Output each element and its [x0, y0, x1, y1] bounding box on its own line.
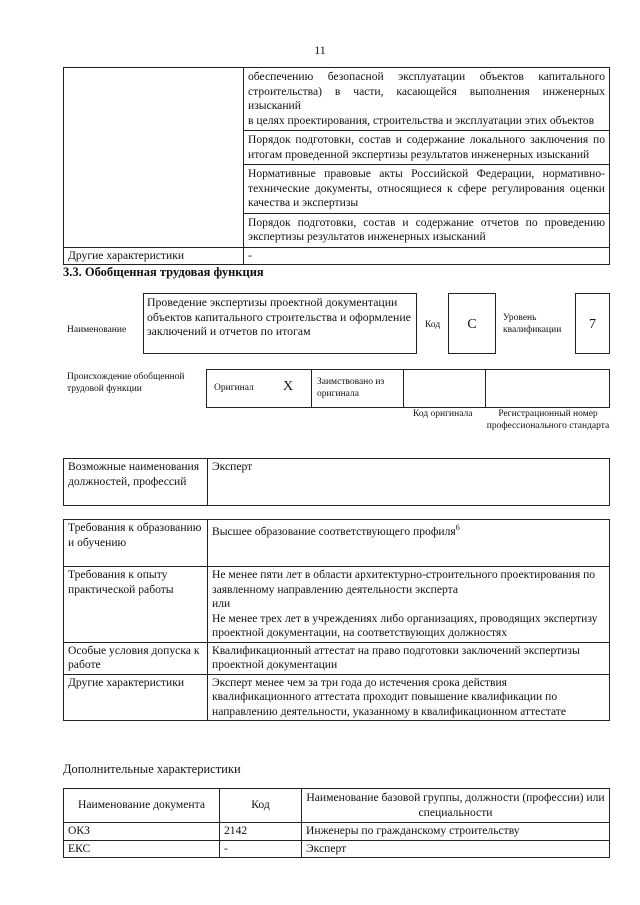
additional-table	[63, 788, 610, 858]
top-table-empty-cell	[64, 68, 244, 248]
special-value: Квалификационный аттестат на право подготовки заключений экспертизы проектной документации	[208, 642, 610, 674]
top-row-1-line-3: в целях проектирования, строительства и эксплуатации этих объектов	[248, 113, 595, 127]
top-row-2-line-2: итогам проведенной экспертизы результатов инженерных изысканий	[248, 147, 590, 161]
origin-box	[206, 369, 610, 408]
special-label: Особые условия допуска к работе	[64, 642, 208, 674]
table-row	[64, 823, 610, 841]
additional-header-code: Код	[220, 789, 302, 823]
additional-cell: Эксперт	[302, 840, 610, 858]
code-original-label: Код оригинала	[413, 409, 473, 419]
page-number: 11	[314, 43, 326, 57]
additional-cell: ЕКС	[64, 840, 220, 858]
experience-or: или	[212, 597, 231, 610]
experience-label: Требования к опыту практической работы	[64, 567, 208, 643]
borrowed-label: Заимствовано из оригинала	[317, 377, 385, 399]
experience-cell	[208, 567, 610, 643]
top-row-1-line-2: строительства) в части, касающейся выполнения инженерных изысканий	[248, 84, 605, 112]
level-label: Уровень квалификации	[503, 313, 562, 335]
top-other-value: -	[244, 247, 610, 265]
req-other-label: Другие характеристики	[64, 674, 208, 721]
req-other-value: Эксперт менее чем за три года до истечения срока действия квалификационного аттестата проходит повышение квалификации по направлению деятельности, указанному в квалификационном аттестате	[208, 674, 610, 721]
experience-value-2: Не менее трех лет в учреждениях либо организациях, проводящих экспертизу проектной документации, на соответствующих должностях	[212, 611, 598, 639]
additional-header-doc: Наименование документа	[64, 789, 220, 823]
function-name-value: Проведение экспертизы проектной документации объектов капитального строительства и оформление заключений и отчетов по итогам	[147, 295, 411, 338]
original-label: Оригинал	[214, 383, 254, 393]
positions-label: Возможные наименования должностей, профессий	[64, 459, 208, 506]
top-table-row	[244, 213, 610, 247]
education-cell	[208, 520, 610, 567]
function-name-label: Наименование	[67, 325, 127, 335]
additional-cell: ОКЗ	[64, 823, 220, 841]
top-table-row	[244, 131, 610, 165]
code-box	[448, 293, 496, 354]
additional-cell: Инженеры по гражданскому строительству	[302, 823, 610, 841]
education-value: Высшее образование соответствующего профиля	[212, 524, 456, 538]
top-row-3-line-1: Нормативные правовые акты Российской Федерации, нормативно-	[248, 167, 605, 180]
additional-title: Дополнительные характеристики	[63, 762, 241, 776]
code-label: Код	[425, 320, 441, 330]
positions-table	[63, 458, 610, 506]
original-mark: X	[283, 379, 294, 394]
top-row-1-line-1: обеспечению безопасной эксплуатации объектов капитального	[248, 70, 605, 83]
level-box	[575, 293, 610, 354]
education-label: Требования к образованию и обучению	[64, 520, 208, 567]
experience-value-1: Не менее пяти лет в области архитектурно-строительного проектирования по заявленному направлению деятельности эксперта	[212, 568, 596, 596]
top-row-3-line-3: качества и экспертизы	[248, 196, 359, 209]
education-footnote: 6	[455, 523, 460, 532]
top-table	[63, 67, 610, 265]
top-row-4-line-1: Порядок подготовки, состав и содержание отчетов по проведению	[248, 215, 605, 229]
level-value: 7	[589, 317, 596, 332]
function-name-box	[143, 293, 417, 354]
top-row-2-line-1: Порядок подготовки, состав и содержание локального заключения по	[248, 133, 605, 146]
top-table-row	[244, 68, 610, 131]
reg-number-label: Регистрационный номер профессионального стандарта	[486, 409, 610, 431]
section-title: 3.3. Обобщенная трудовая функция	[63, 265, 264, 279]
table-row	[64, 840, 610, 858]
code-value: C	[467, 317, 477, 332]
positions-value: Эксперт	[208, 459, 610, 506]
top-table-row	[244, 165, 610, 214]
origin-divider	[485, 369, 486, 408]
top-row-3-line-2: технические документы, относящиеся к сфере регулирования оценки	[248, 181, 605, 195]
additional-cell: -	[220, 840, 302, 858]
additional-cell: 2142	[220, 823, 302, 841]
additional-header-name: Наименование базовой группы, должности (профессии) или специальности	[302, 789, 610, 823]
top-other-label: Другие характеристики	[64, 247, 244, 265]
origin-divider	[311, 369, 312, 408]
requirements-table	[63, 519, 610, 721]
origin-divider	[403, 369, 404, 408]
top-row-4-line-2: экспертизы результатов инженерных изысканий	[248, 230, 486, 243]
origin-label: Происхождение обобщенной трудовой функции	[67, 372, 185, 394]
